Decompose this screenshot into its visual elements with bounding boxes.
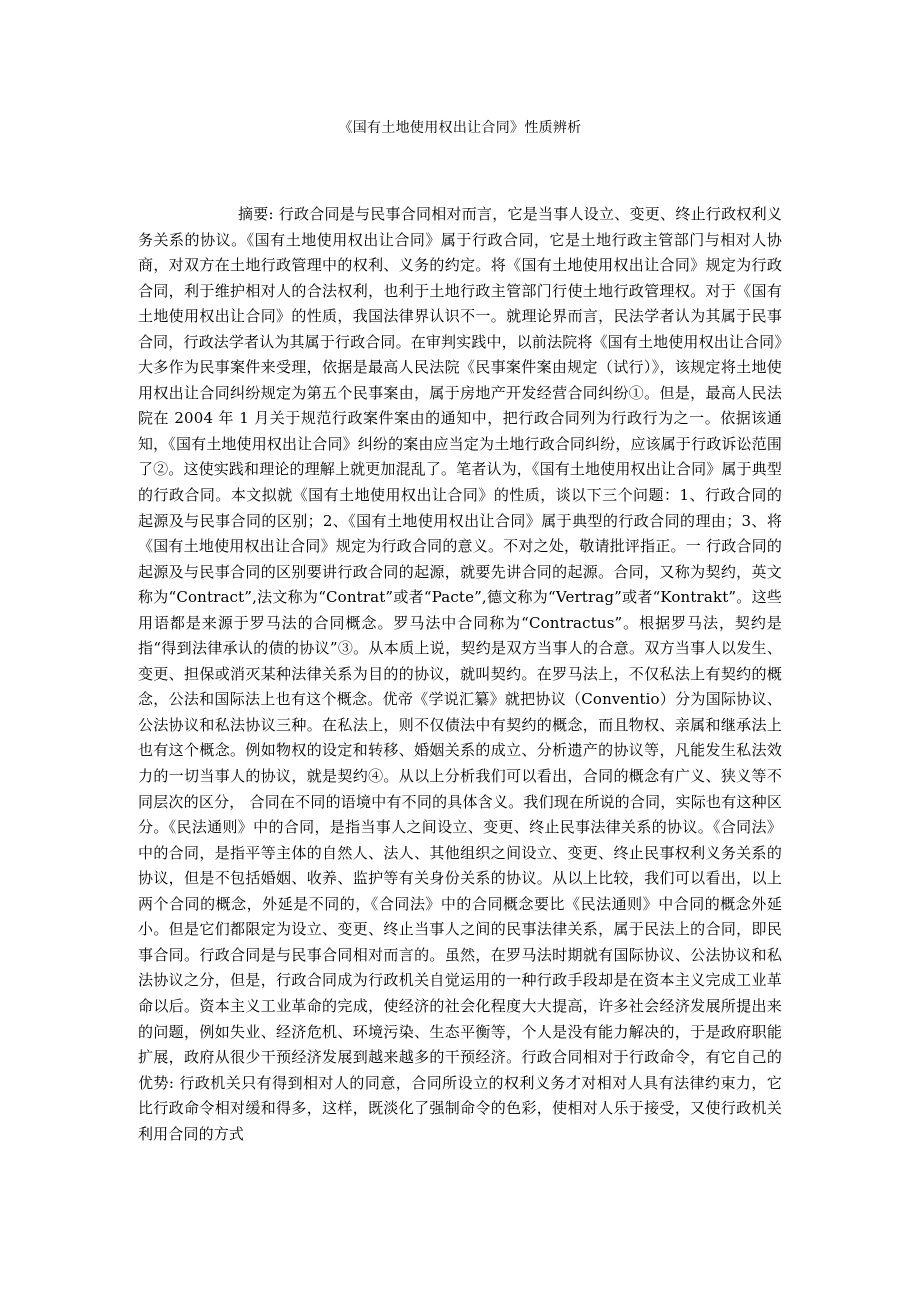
document-title: 《国有土地使用权出让合同》性质辨析 [338,120,582,136]
document-body-paragraph: 摘要: 行政合同是与民事合同相对而言，它是当事人设立、变更、终止行政权利义务关系的协议。《国有土地使用权出让合同》属于行政合同，它是土地行政主管部门与相对人协商，对双方在土地行政管理中的权利、义务的约定。将《国有土地使用权出让合同》规定为行政合同，利于维护相对人的合法权利，也利于土地行政主管部门行使土地行政管理权。对于《国有土地使用权出让合同》的性质，我国法律界认识不一。就理论界而言，民法学者认为其属于民事合同，行政法学者认为其属于行政合同。在审判实践中，以前法院将《国有土地使用权出让合同》大多作为民事案件来受理，依据是最高人民法院《民事案件案由规定（试行）》，该规定将土地使用权出让合同纠纷规定为第五个民事案由，属于房地产开发经营合同纠纷①。但是，最高人民法院在 2004 年 1 月关于规范行政案件案由的通知中，把行政合同列为行政行为之一。依据该通知，《国有土地使用权出让合同》纠纷的案由应当定为土地行政合同纠纷，应该属于行政诉讼范围了②。这使实践和理论的理解上就更加混乱了。笔者认为，《国有土地使用权出让合同》属于典型的行政合同。本文拟就《国有土地使用权出让合同》的性质，谈以下三个问题：1、行政合同的起源及与民事合同的区别；2、《国有土地使用权出让合同》属于典型的行政合同的理由；3、将《国有土地使用权出让合同》规定为行政合同的意义。不对之处，敬请批评指正。一 行政合同的起源及与民事合同的区别要讲行政合同的起源，就要先讲合同的起源。合同，又称为契约，英文称为“Contract”,法文称为“Contrat”或者“Pacte”,德文称为“Vertrag”或者“Kontrakt”。这些用语都是来源于罗马法的合同概念。罗马法中合同称为“Contractus”。根据罗马法，契约是指“得到法律承认的债的协议”③。从本质上说，契约是双方当事人的合意。双方当事人以发生、变更、担保或消灭某种法律关系为目的的协议，就叫契约。在罗马法上，不仅私法上有契约的概念，公法和国际法上也有这个概念。优帝《学说汇纂》就把协议（Conventio）分为国际协议、公法协议和私法协议三种。在私法上，则不仅债法中有契约的概念，而且物权、亲属和继承法上也有这个概念。例如物权的设定和转移、婚姻关系的成立、分析遗产的协议等，凡能发生私法效力的一切当事人的协议，就是契约④。从以上分析我们可以看出，合同的概念有广义、狭义等不同层次的区分， 合同在不同的语境中有不同的具体含义。我们现在所说的合同，实际也有这种区分。《民法通则》中的合同，是指当事人之间设立、变更、终止民事法律关系的协议。《合同法》中的合同，是指平等主体的自然人、法人、其他组织之间设立、变更、终止民事权利义务关系的协议，但是不包括婚姻、收养、监护等有关身份关系的协议。从以上比较，我们可以看出，以上两个合同的概念，外延是不同的，《合同法》中的合同概念要比《民法通则》中合同的概念外延小。但是它们都限定为设立、变更、终止当事人之间的民事法律关系，属于民法上的合同，即民事合同。行政合同是与民事合同相对而言的。虽然，在罗马法时期就有国际协议、公法协议和私法协议之分，但是，行政合同成为行政机关自觉运用的一种行政手段却是在资本主义完成工业革命以后。资本主义工业革命的完成，使经济的社会化程度大大提高，许多社会经济发展所提出来的问题，例如失业、经济危机、环境污染、生态平衡等，个人是没有能力解决的，于是政府职能扩展，政府从很少干预经济发展到越来越多的干预经济。行政合同相对于行政命令，有它自己的优势: 行政机关只有得到相对人的同意，合同所设立的权利义务才对相对人具有法律约束力，它比行政命令相对缓和得多，这样，既淡化了强制命令的色彩，使相对人乐于接受，又使行政机关利用合同的方式 [138,205,782,1143]
